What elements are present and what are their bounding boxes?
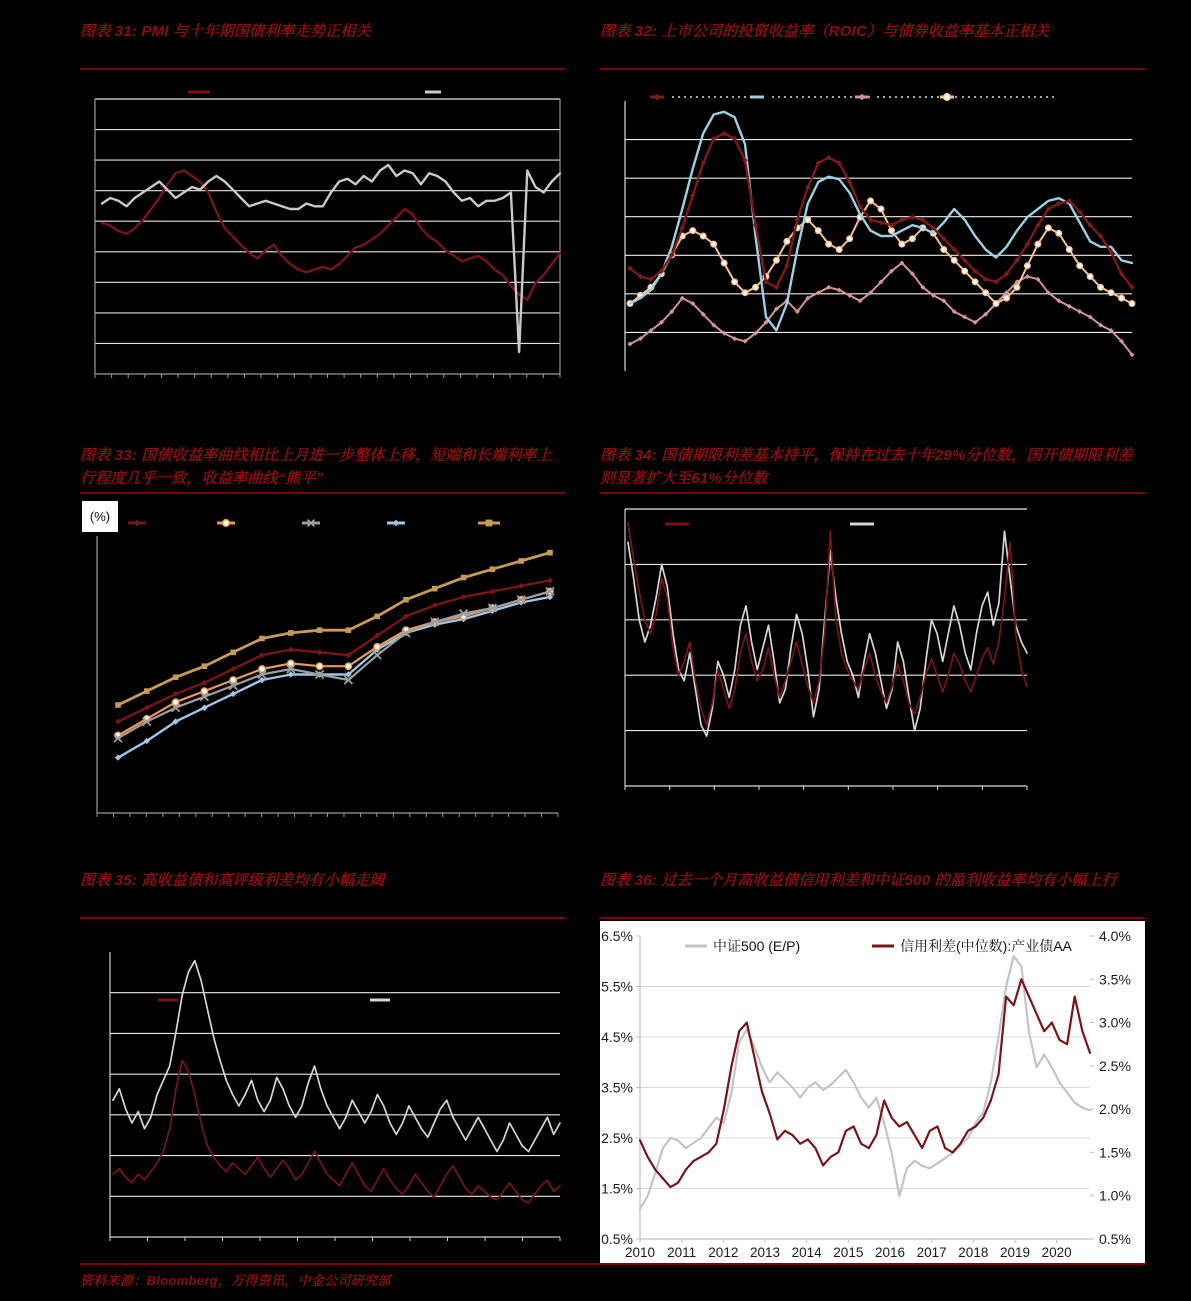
figure-35-title-rule [80, 917, 565, 919]
svg-text:2017: 2017 [916, 1245, 947, 1260]
figure-31-title-text: 图表 31: PMI 与十年期国债利率走势正相关 [80, 23, 371, 40]
figure-34 [600, 444, 1145, 869]
source-note: 资料来源：Bloomberg，万得资讯，中金公司研究部 [80, 1273, 391, 1288]
figures-grid [80, 20, 1145, 1263]
figure-36-title-text: 图表 36: 过去一个月高收益债信用利差和中证500 的盈利收益率均有小幅上行 [600, 872, 1118, 889]
figure-34-title [600, 444, 1145, 492]
svg-text:2018: 2018 [958, 1245, 989, 1260]
figure-34-title-text: 图表 34: 国债期限利差基本持平，保持在过去十年29%分位数，国开债期限利差则显著扩大至61%分位数 [600, 447, 1133, 488]
figure-33-title-text: 图表 33: 国债收益率曲线相比上月进一步整体上移，短端和长端利率上行程度几乎一致，收益率曲线“熊平” [80, 447, 552, 488]
figure-35-title [80, 869, 565, 917]
figure-31-title-rule [80, 68, 565, 70]
svg-text:2020: 2020 [1041, 1245, 1072, 1260]
svg-text:2010: 2010 [624, 1245, 656, 1260]
figure-34-chart [600, 500, 1145, 855]
svg-text:4.0%: 4.0% [1099, 928, 1131, 944]
svg-text:2016: 2016 [874, 1245, 906, 1260]
svg-text:3.5%: 3.5% [601, 1079, 633, 1096]
fig31-svg [80, 76, 565, 385]
figure-32-title [600, 20, 1145, 68]
svg-text:1.5%: 1.5% [601, 1180, 633, 1197]
svg-text:(%): (%) [89, 509, 111, 524]
figure-32-chart [600, 76, 1145, 385]
fig36-svg [600, 921, 1145, 1263]
svg-text:3.0%: 3.0% [1099, 1014, 1131, 1031]
svg-text:0.5%: 0.5% [601, 1231, 633, 1247]
fig34-svg [600, 500, 1145, 855]
figure-36-title [600, 869, 1145, 917]
figure-31 [80, 20, 565, 444]
svg-text:3.5%: 3.5% [1099, 971, 1131, 988]
figure-33-chart [80, 500, 565, 838]
svg-text:中证500 (E/P): 中证500 (E/P) [713, 938, 801, 954]
fig35-svg [80, 925, 565, 1261]
figure-35 [80, 869, 565, 1263]
figure-31-title [80, 20, 565, 68]
figure-36 [600, 869, 1145, 1263]
svg-text:2013: 2013 [749, 1245, 781, 1260]
figure-33-title-rule [80, 492, 565, 494]
svg-text:0.5%: 0.5% [1099, 1231, 1131, 1247]
svg-text:5.5%: 5.5% [601, 978, 633, 995]
figure-33-title [80, 444, 565, 492]
fig32-svg [600, 76, 1145, 385]
figure-35-title-text: 图表 35: 高收益债和高评级利差均有小幅走阔 [80, 872, 385, 889]
figure-35-chart [80, 925, 565, 1261]
svg-text:2011: 2011 [667, 1245, 697, 1260]
svg-text:6.5%: 6.5% [601, 928, 633, 944]
svg-text:2014: 2014 [791, 1245, 822, 1260]
footer-rule [80, 1263, 1145, 1265]
svg-text:2.0%: 2.0% [1099, 1101, 1131, 1118]
figure-36-chart [600, 921, 1145, 1263]
figure-33 [80, 444, 565, 869]
svg-text:1.5%: 1.5% [1099, 1144, 1131, 1161]
svg-text:2.5%: 2.5% [1099, 1057, 1131, 1074]
svg-text:信用利差(中位数):产业债AA: 信用利差(中位数):产业债AA [900, 938, 1072, 954]
svg-text:1.0%: 1.0% [1099, 1187, 1131, 1204]
figure-34-title-rule [600, 492, 1145, 494]
svg-text:2019: 2019 [999, 1245, 1031, 1260]
svg-text:4.5%: 4.5% [601, 1029, 633, 1045]
figure-32 [600, 20, 1145, 444]
figure-32-title-text: 图表 32: 上市公司的投资收益率（ROIC）与债券收益率基本正相关 [600, 23, 1050, 40]
svg-text:2.5%: 2.5% [601, 1130, 633, 1146]
figure-36-title-rule [600, 917, 1145, 919]
fig33-svg [80, 500, 565, 838]
figure-31-chart [80, 76, 565, 385]
svg-text:2012: 2012 [708, 1245, 739, 1260]
figure-32-title-rule [600, 68, 1145, 70]
svg-text:2015: 2015 [833, 1245, 864, 1260]
